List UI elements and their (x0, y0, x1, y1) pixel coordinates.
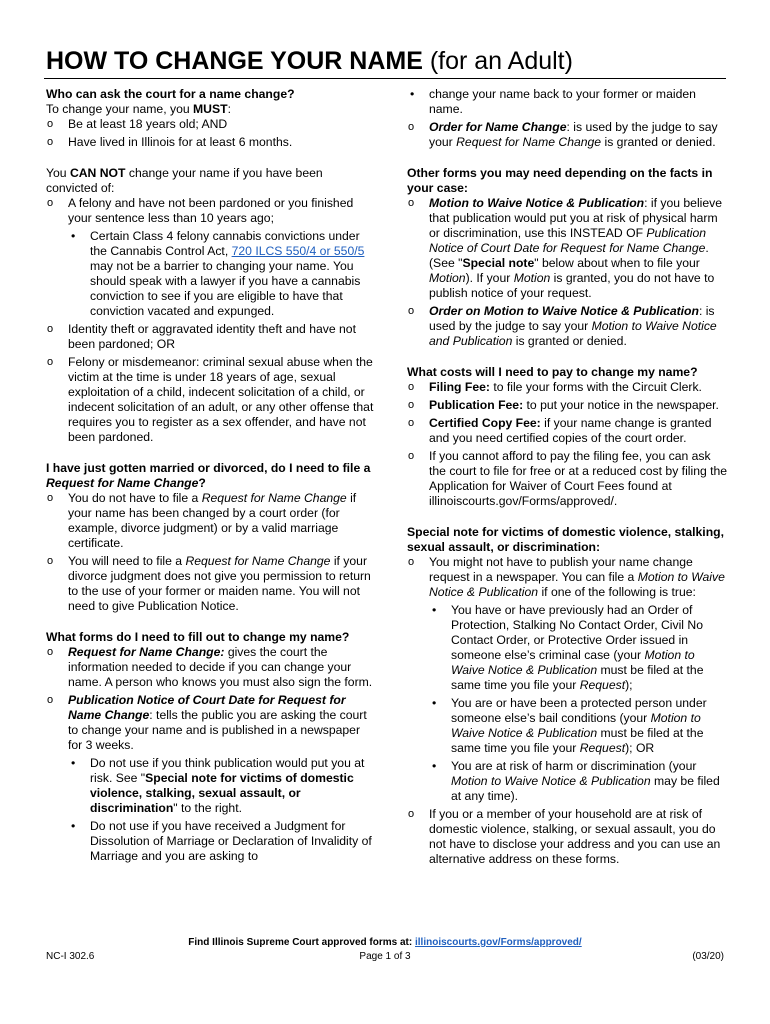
section-intro: To change your name, you MUST: (46, 102, 231, 116)
section-heading: Other forms you may need depending on the facts in your case: (407, 166, 713, 195)
convictions-list (46, 196, 376, 445)
forms-list (407, 120, 729, 150)
section-heading: Special note for victims of domestic violence, stalking, sexual assault, or discrimination: (407, 525, 724, 554)
list-item: o Request for Name Change: gives the court the information needed to decide if you can change your name. A person who knows you must also sign the form. (46, 645, 376, 690)
costs-list (407, 380, 729, 509)
section-forms (46, 630, 376, 864)
sub-list (407, 87, 729, 117)
title-rule (44, 78, 726, 79)
marriage-list (46, 491, 376, 614)
list-item: o You might not have to publish your name change request in a newspaper. You can file a Motion to Waive Notice & Publication if one of the following is true: • You have or have previously had an Order of Protection, Stalking No Contact Order, Civil No Contact Order, or Protective Order issued in someone else’s criminal case (your Motion to Waive Notice & Publication must be filed at the same time you file your Request); • You are or have been a protected person under someone else’s bail conditions (your Motion to Waive Notice & Publication must be filed at the same time you file your Request); OR • You are at risk of harm or discrimination (your Motion to Waive Notice & Publication may be filed at any time). (407, 555, 729, 804)
form-id: NC-I 302.6 (46, 951, 95, 962)
footer-find-forms: Find Illinois Supreme Court approved forms at: illinoiscourts.gov/Forms/approved/ (188, 937, 582, 948)
section-forms-continued (407, 87, 729, 150)
list-item: o Publication Fee: to put your notice in the newspaper. (407, 398, 729, 413)
list-item: • You are at risk of harm or discrimination (your Motion to Waive Notice & Publication may be filed at any time). (429, 759, 729, 804)
statute-link[interactable]: 720 ILCS 550/4 or 550/5 (231, 244, 365, 258)
section-heading: What costs will I need to pay to change my name? (407, 365, 698, 379)
section-costs (407, 365, 729, 509)
special-note-list (407, 555, 729, 867)
requirements-list (46, 117, 376, 150)
list-item: • Do not use if you have received a Judgment for Dissolution of Marriage or Declaration of Invalidity of Marriage and you are asking to (68, 819, 376, 864)
section-married-divorced (46, 461, 376, 614)
right-column (407, 87, 729, 883)
list-item: • You are or have been a protected person under someone else’s bail conditions (your Motion to Waive Notice & Publication must be filed at the same time you file your Request); OR (429, 696, 729, 756)
list-item: o You will need to file a Request for Name Change if your divorce judgment does not give you permission to return to the use of your former or maiden name. You will not need to give Publication Notice. (46, 554, 376, 614)
page-number: Page 1 of 3 (359, 951, 411, 962)
list-item: o Have lived in Illinois for at least 6 months. (46, 135, 376, 150)
list-item: o Publication Notice of Court Date for Request for Name Change: tells the public you are asking the court to change your name and is published in a newspaper for 3 weeks. • Do not use if you think publication would put you at risk. See "Special note for victims of domestic violence, stalking, sexual assault, or discrimination" to the right. • Do not use if you have received a Judgment for Dissolution of Marriage or Declaration of Invalidity of Marriage and you are asking to (46, 693, 376, 864)
section-intro: You CAN NOT change your name if you have been convicted of: (46, 166, 323, 195)
list-item: • You have or have previously had an Order of Protection, Stalking No Contact Order, Civil No Contact Order, or Protective Order issued in someone else’s criminal case (your Motion to Waive Notice & Publication must be filed at the same time you file your Request); (429, 603, 729, 693)
section-heading: What forms do I need to fill out to change my name? (46, 630, 350, 644)
section-can-not (46, 166, 376, 445)
revision-date: (03/20) (692, 951, 724, 962)
page-title: HOW TO CHANGE YOUR NAME (for an Adult) (46, 47, 573, 75)
list-item: • Do not use if you think publication would put you at risk. See "Special note for victims of domestic violence, stalking, sexual assault, or discrimination" to the right. (68, 756, 376, 816)
other-forms-list (407, 196, 729, 349)
list-item-continued: • change your name back to your former or maiden name. (407, 87, 729, 117)
list-item: o Certified Copy Fee: if your name change is granted and you need certified copies of the court order. (407, 416, 729, 446)
section-other-forms (407, 166, 729, 349)
sub-list (68, 229, 376, 319)
sub-list (68, 756, 376, 864)
list-item: o Order for Name Change: is used by the judge to say your Request for Name Change is granted or denied. (407, 120, 729, 150)
forms-list (46, 645, 376, 864)
section-heading: Who can ask the court for a name change? (46, 87, 295, 101)
list-item: o Filing Fee: to file your forms with the Circuit Clerk. (407, 380, 729, 395)
section-heading: I have just gotten married or divorced, do I need to file a Request for Name Change? (46, 461, 371, 490)
list-item: o Identity theft or aggravated identity theft and have not been pardoned; OR (46, 322, 376, 352)
sub-list (429, 603, 729, 804)
list-item: o Order on Motion to Waive Notice & Publication: is used by the judge to say your Motion to Waive Notice and Publication is granted or denied. (407, 304, 729, 349)
list-item: o Be at least 18 years old; AND (46, 117, 376, 132)
section-special-note (407, 525, 729, 867)
list-item: • Certain Class 4 felony cannabis convictions under the Cannabis Control Act, 720 ILCS 550/4 or 550/5 may not be a barrier to changing your name. You should speak with a lawyer if you have a cannabis conviction to see if you are eligible to have that conviction vacated and expunged. (68, 229, 376, 319)
list-item: o You do not have to file a Request for Name Change if your name has been changed by a court order (for example, divorce judgment) or by a valid marriage certificate. (46, 491, 376, 551)
list-item: o If you or a member of your household are at risk of domestic violence, stalking, or sexual assault, you do not have to disclose your address and you can use an alternative address on these forms. (407, 807, 729, 867)
list-item: o Felony or misdemeanor: criminal sexual abuse when the victim at the time is under 18 years of age, sexual exploitation of a child, indecent solicitation of a child, or indecent solicitation of an adult, or any other offense that requires you to register as a sex offender, and have not been pardoned. (46, 355, 376, 445)
list-item: o If you cannot afford to pay the filing fee, you can ask the court to file for free or at a reduced cost by filing the Application for Waiver of Court Fees found at illinoiscourts.gov/Forms/approved/. (407, 449, 729, 509)
forms-link[interactable]: illinoiscourts.gov/Forms/approved/ (415, 937, 582, 948)
list-item: o Motion to Waive Notice & Publication: if you believe that publication would put you at risk of physical harm or discrimination, use this INSTEAD OF Publication Notice of Court Date for Request for Name Change. (See "Special note" below about when to file your Motion). If your Motion is granted, you do not have to publish notice of your request. (407, 196, 729, 301)
left-column (46, 87, 376, 880)
list-item: o A felony and have not been pardoned or you finished your sentence less than 10 years ago; • Certain Class 4 felony cannabis convictions under the Cannabis Control Act, 720 ILCS 550/4 or 550/5 may not be a barrier to changing your name. You should speak with a lawyer if you have a cannabis conviction to see if you are eligible to have that conviction vacated and expunged. (46, 196, 376, 319)
section-who-can-ask (46, 87, 376, 150)
